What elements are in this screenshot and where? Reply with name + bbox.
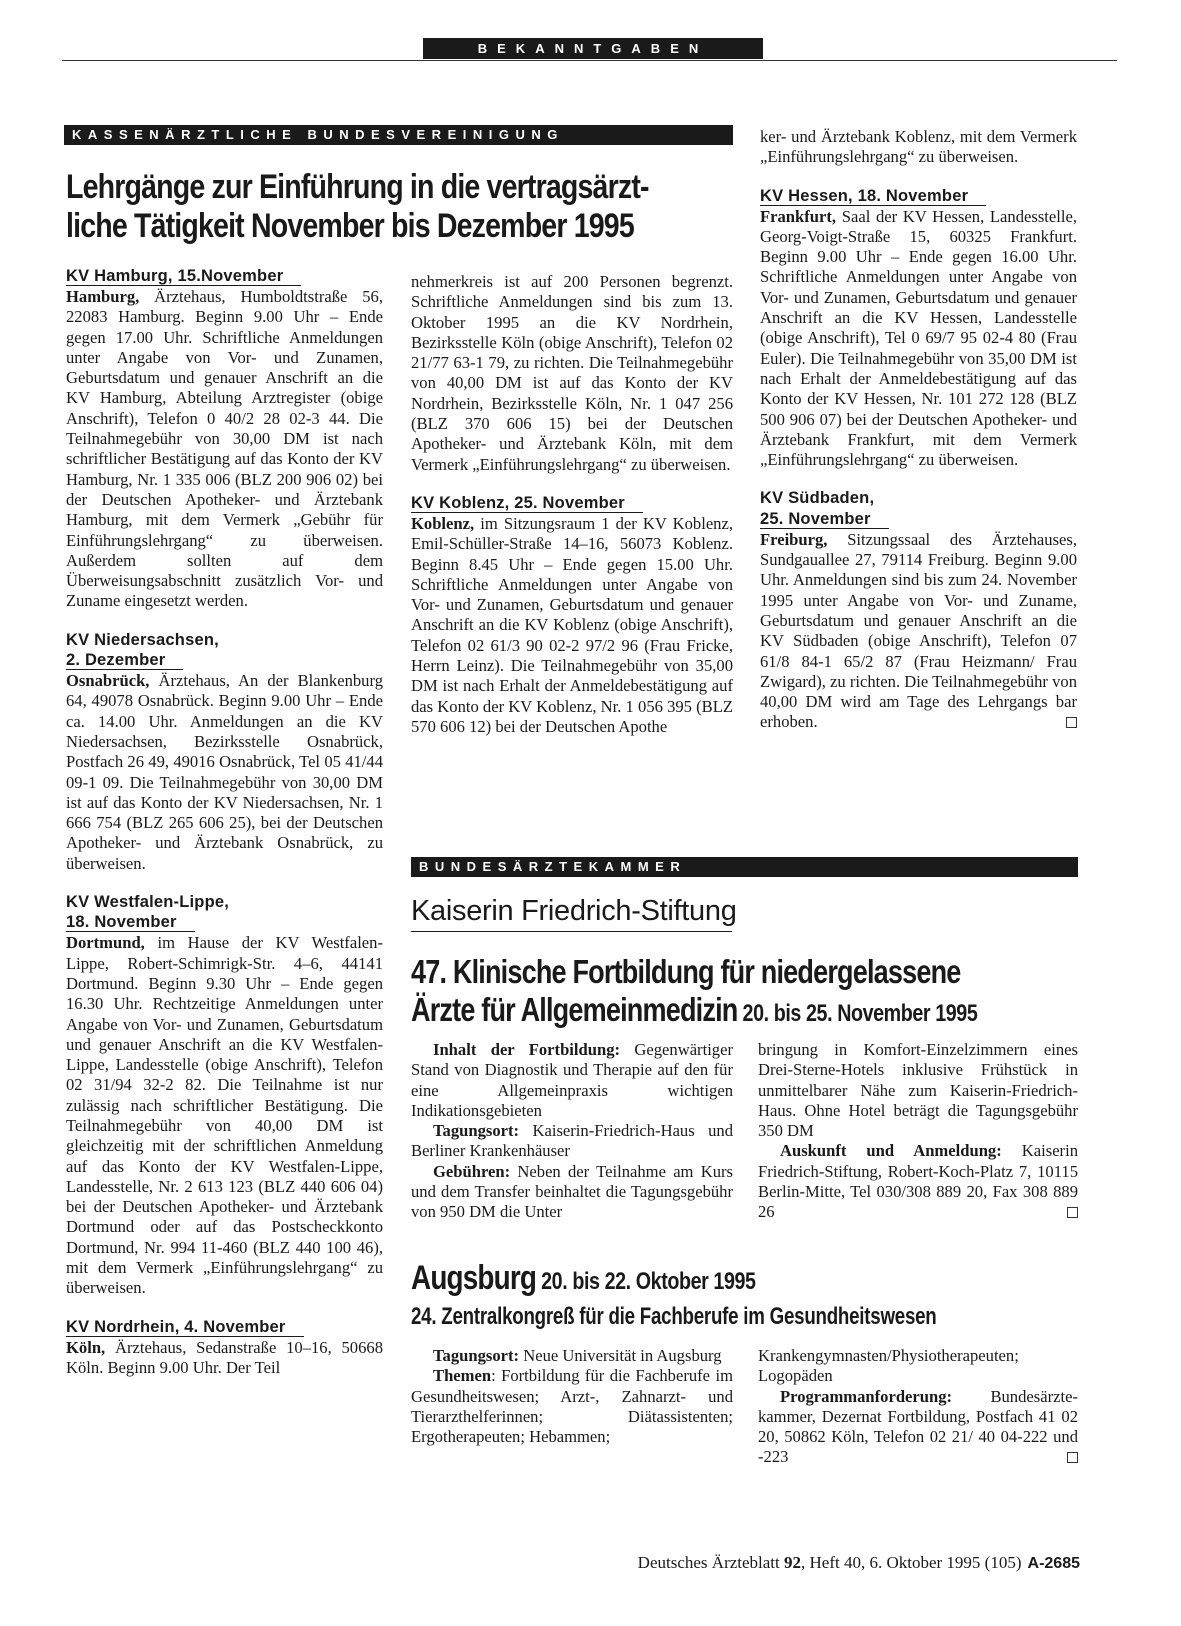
baek-section-bar: BUNDESÄRZTEKAMMER	[411, 857, 1078, 877]
section-subtitle: 25. November	[760, 510, 889, 529]
section-title: KV Niedersachsen,	[66, 630, 219, 649]
end-mark-icon	[1066, 717, 1077, 728]
baek-headline-date: 20. bis 25. November 1995	[737, 1000, 978, 1028]
augsburg-headline	[411, 1259, 1067, 1298]
section-hessen	[760, 186, 1077, 471]
section-title: KV Südbaden,	[760, 489, 875, 508]
footer-journal: Deutsches Ärzteblatt	[637, 1553, 785, 1572]
section-tag: BEKANNTGABEN	[423, 38, 763, 59]
section-title: KV Nordrhein, 4. November	[66, 1318, 304, 1337]
baek-tagungsort: Tagungsort: Kaiserin-Friedrich-Haus und Berliner Krankenhäuser	[411, 1121, 733, 1161]
augsburg-programm: Programmanforderung: Bundesärztekammer, Dezernat Fortbildung, Postfach 41 02 20, 50862 Köln, Telefon 02 21/ 40 04-222 und -223	[758, 1386, 1078, 1467]
header-rule	[62, 60, 1117, 61]
baek-headline-line-1: 47. Klinische Fortbildung für niedergelassene	[411, 953, 961, 990]
augsburg-subtitle: 24. Zentralkongreß für die Fachberufe im Gesundheitswesen	[411, 1303, 937, 1330]
kbv-headline-line-2: liche Tätigkeit November bis Dezember 1995	[66, 207, 634, 246]
augsburg-date: 20. bis 22. Oktober 1995	[536, 1268, 756, 1295]
footer-volume: 92	[784, 1553, 802, 1572]
section-body-continued: ker- und Ärztebank Koblenz, mit dem Vermerk „Einführungslehrgang“ zu überweisen.	[760, 127, 1077, 167]
end-mark-icon	[1067, 1207, 1078, 1218]
augsburg-themen-continued: Krankengymnasten/Physiotherapeuten; Logopäden	[758, 1346, 1019, 1386]
section-subtitle: 18. November	[66, 913, 195, 932]
baek-gebuehren-continued: bringung in Komfort-Einzelzimmern eines Drei-Sterne-Hotels inklusive Frühstück in unmittelbarer Nähe zum Kaiserin-Friedrich-Haus. Ohne Hotel beträgt die Tagungsgebühr 350 DM	[758, 1040, 1078, 1141]
section-title: KV Hessen, 18. November	[760, 187, 986, 206]
page-footer	[560, 1553, 1080, 1573]
augsburg-city: Augsburg	[411, 1259, 537, 1297]
section-body: Freiburg, Sitzungssaal des Ärztehauses, Sundgauallee 27, 79114 Freiburg. Beginn 9.00 Uhr. Anmeldungen sind bis zum 24. November 1995 unter Angabe von Vor- und Zuname, Geburtsdatum und genauer Anschrift an die KV Südbaden (obige Anschrift), Telefon 07 61/8 84-1 65/2 87 (Frau Heizmann/ Frau Zwigard), zu richten. Die Teilnahmegebühr von 40,00 DM wird am Tage des Lehrgangs bar erhoben.	[760, 529, 1077, 732]
footer-issue: , Heft 40, 6. Oktober 1995 (105)	[801, 1553, 1022, 1572]
section-body: Dortmund, im Hause der KV Westfalen-Lippe, Robert-Schimrigk-Str. 4–6, 44141 Dortmund. Beginn 9.30 Uhr – Ende gegen 16.30 Uhr. Rechtzeitige Anmeldungen unter Angabe von Vor- und Zunamen, Geburtsdatum und genauer Anschrift an die KV Westfalen-Lippe, Landesstelle (obige Anschrift), Telefon 02 31/94 32-2 82. Die Teilnahme ist nur zulässig nach schriftlicher Bestätigung. Die Teilnahmegebühr von 40,00 DM ist gleichzeitig mit der schriftlichen Anmeldung auf das Konto der KV Westfalen-Lippe, Landesstelle, Nr. 2 613 123 (BLZ 440 606 04) bei der Deutschen Apotheker- und Ärztebank Dortmund oder auf das Postscheckkonto Dortmund, Nr. 994 11-460 (BLZ 440 100 46), mit dem Vermerk „Einführungslehrgang“ zu überweisen.	[66, 933, 383, 1298]
kbv-section-bar: KASSENÄRZTLICHE BUNDESVEREINIGUNG	[64, 125, 733, 145]
baek-headline	[411, 953, 1067, 1030]
baek-headline-line-2: Ärzte für Allgemeinmedizin 20. bis 25. November 1995	[411, 991, 978, 1029]
section-title: KV Westfalen-Lippe,	[66, 893, 230, 912]
section-koblenz	[411, 493, 733, 737]
baek-column-1	[411, 1040, 733, 1223]
section-westfalen	[66, 892, 383, 1299]
column-2	[411, 272, 733, 737]
end-mark-icon	[1067, 1452, 1078, 1463]
baek-inhalt: Inhalt der Fortbildung: Gegenwärtiger Stand von Diagnostik und Therapie auf den für eine Allgemeinpraxis wichtigen Indikationsgebieten	[411, 1040, 733, 1120]
column-1	[66, 266, 383, 1378]
augsburg-themen: Themen: Fortbildung für die Fachberufe im Gesundheitswesen; Arzt-, Zahnarzt- und Tierarzthelferinnen; Diätassistenten; Ergotherapeuten; Hebammen;	[411, 1366, 733, 1447]
section-niedersachsen	[66, 630, 383, 874]
footer-page-number: A-2685	[1027, 1555, 1080, 1572]
kbv-headline-line-1: Lehrgänge zur Einführung in die vertragsärzt-	[66, 168, 649, 206]
section-hamburg	[66, 266, 383, 612]
section-body: Frankfurt, Saal der KV Hessen, Landesstelle, Georg-Voigt-Straße 15, 60325 Frankfurt. Beginn 9.00 Uhr – Ende gegen 16.00 Uhr. Schriftliche Anmeldungen unter Angabe von Vor- und Zunamen, Geburtsdatum und genauer Anschrift an die KV Hessen, Landesstelle (obige Anschrift), Tel 0 69/7 95 02-4 80 (Frau Euler). Die Teilnahmegebühr von 35,00 DM ist nach Erhalt der Anmeldebestätigung auf das Konto der KV Hessen, Nr. 101 272 128 (BLZ 500 906 07) bei der Deutschen Apotheker- und Ärztebank Frankfurt, mit dem Vermerk „Einführungslehrgang“ zu überweisen.	[760, 206, 1077, 470]
section-title: KV Koblenz, 25. November	[411, 494, 643, 513]
kaiserin-rule	[411, 931, 732, 932]
section-body-continued: nehmerkreis ist auf 200 Personen begrenzt. Schriftliche Anmeldungen sind bis zum 13. Oktober 1995 an die KV Nordrhein, Bezirksstelle Köln (obige Anschrift), Telefon 02 21/77 63-1 79, zu richten. Die Teilnahmegebühr von 40,00 DM ist auf das Konto der KV Nordrhein, Bezirksstelle Köln, Nr. 1 047 256 (BLZ 370 606 15) bei der Deutschen Apotheker- und Ärztebank Köln, mit dem Vermerk „Einführungslehrgang“ zu überweisen.	[411, 272, 733, 474]
section-body: Koblenz, im Sitzungsraum 1 der KV Koblenz, Emil-Schüller-Straße 14–16, 56073 Koblenz. Beginn 8.45 Uhr – Ende gegen 15.00 Uhr. Schriftliche Anmeldungen unter Angabe von Vor- und Zunamen, Geburtsdatum und genauer Anschrift an die KV Koblenz (obige Anschrift), Telefon 02 61/3 90 02-2 97/2 96 (Frau Fricke, Herrn Leinz). Die Teilnahmegebühr von 35,00 DM ist nach Erhalt der Anmeldebestätigung auf das Konto der KV Koblenz, Nr. 1 056 395 (BLZ 570 606 12) bei der Deutschen Apothe	[411, 513, 733, 736]
kaiserin-title: Kaiserin Friedrich-Stiftung	[411, 895, 737, 927]
baek-column-2	[758, 1040, 1078, 1223]
section-nordrhein	[66, 1317, 383, 1379]
baek-auskunft: Auskunft und Anmeldung: Kaiserin Friedrich-Stiftung, Robert-Koch-Platz 7, 10115 Berlin-Mitte, Tel 030/308 889 20, Fax 308 889 26	[758, 1141, 1078, 1222]
augsburg-tagungsort: Tagungsort: Neue Universität in Augsburg	[433, 1346, 722, 1365]
augsburg-column-1	[411, 1346, 733, 1447]
section-title: KV Hamburg, 15.November	[66, 267, 301, 286]
section-body: Köln, Ärztehaus, Sedanstraße 10–16, 50668 Köln. Beginn 9.00 Uhr. Der Teil	[66, 1337, 383, 1377]
baek-gebuehren: Gebühren: Neben der Teilnahme am Kurs und dem Transfer beinhaltet die Tagungsgebühr von 950 DM die Unter	[411, 1161, 733, 1222]
augsburg-column-2	[758, 1346, 1078, 1468]
kbv-headline	[66, 168, 730, 247]
column-3	[760, 127, 1077, 733]
section-subtitle: 2. Dezember	[66, 651, 183, 670]
section-body: Osnabrück, Ärztehaus, An der Blankenburg 64, 49078 Osnabrück. Beginn 9.00 Uhr – Ende ca. 14.00 Uhr. Anmeldungen an die KV Niedersachsen, Bezirksstelle Osnabrück, Postfach 26 49, 49016 Osnabrück, Tel 05 41/44 09-1 09. Die Teilnahmegebühr von 30,00 DM ist auf das Konto der KV Niedersachsen, Nr. 1 666 754 (BLZ 265 606 25), bei der Deutschen Apotheker- und Ärztebank Osnabrück, zu überweisen.	[66, 671, 383, 873]
section-suedbaden	[760, 488, 1077, 732]
section-body: Hamburg, Ärztehaus, Humboldtstraße 56, 22083 Hamburg. Beginn 9.00 Uhr – Ende gegen 17.00 Uhr. Schriftliche Anmeldungen unter Angabe von Vor- und Zunamen, Geburtsdatum und genauer Anschrift an die KV Hamburg, Abteilung Arztregister (obige Anschrift), Telefon 0 40/2 28 02-3 44. Die Teilnahmegebühr von 30,00 DM ist nach schriftlicher Bestätigung auf das Konto der KV Hamburg, Nr. 1 335 006 (BLZ 200 906 02) bei der Deutschen Apotheker- und Ärztebank Hamburg, mit dem Vermerk „Gebühr für Einführungslehrgang“ zu überweisen. Außerdem sollten auf dem Überweisungsabschnitt zusätzlich Vor- und Zuname eingesetzt werden.	[66, 287, 383, 611]
